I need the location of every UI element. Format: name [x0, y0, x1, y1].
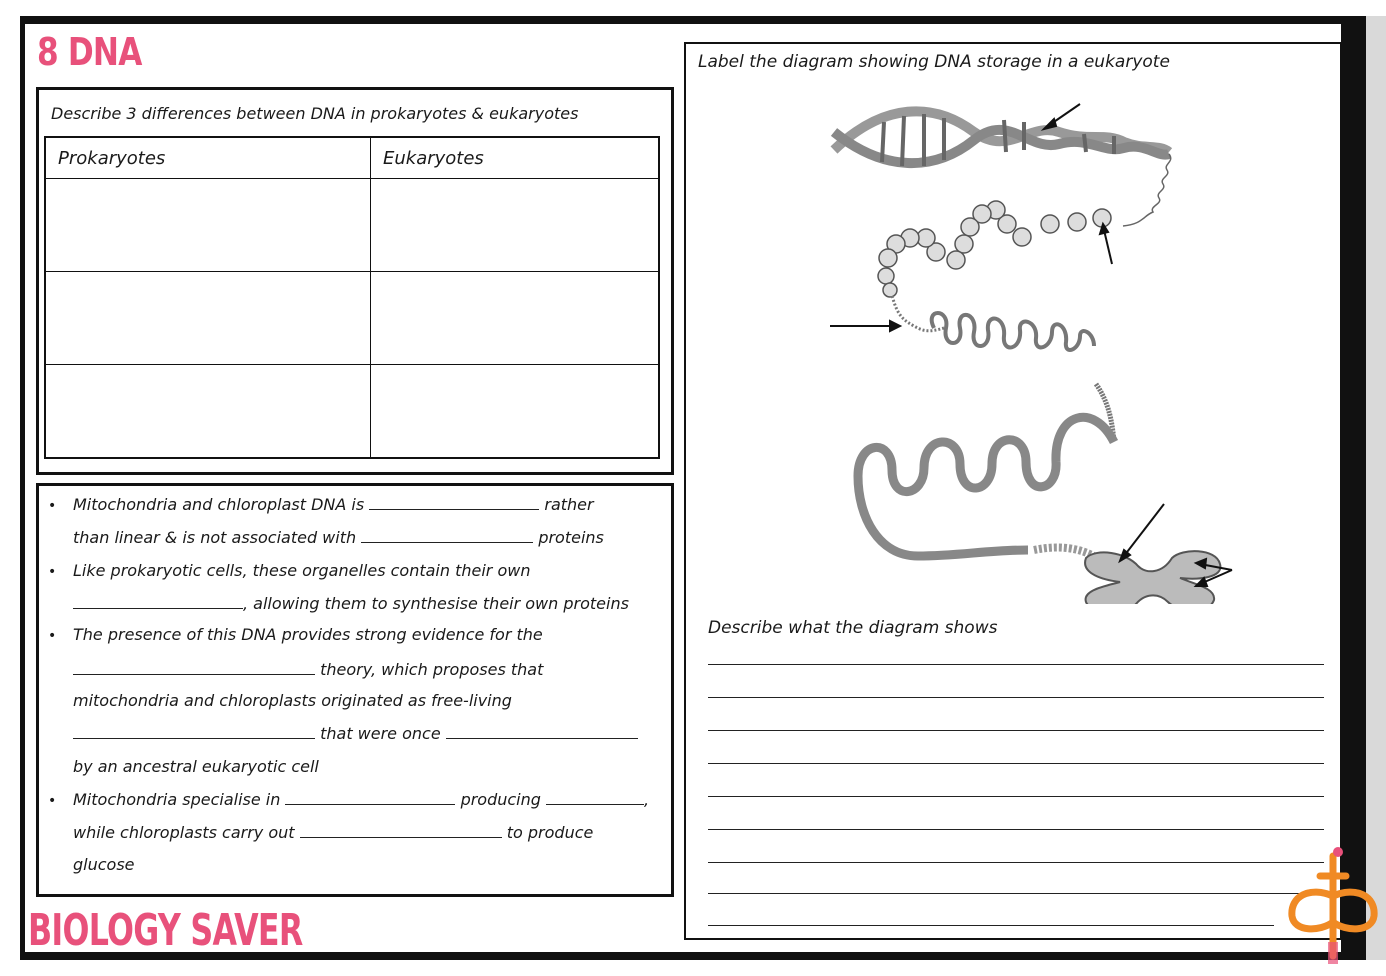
fill-line: Like prokaryotic cells, these organelles contain their own	[73, 561, 531, 580]
page-frame-top	[20, 16, 1366, 24]
arrowhead	[890, 321, 900, 331]
answer-cell[interactable]	[45, 272, 371, 365]
answer-blank[interactable]	[285, 790, 455, 805]
answer-blank[interactable]	[73, 724, 315, 739]
fill-line: , allowing them to synthesise their own proteins	[73, 594, 629, 613]
fill-line: by an ancestral eukaryotic cell	[73, 757, 319, 776]
writing-line[interactable]	[708, 730, 1324, 731]
column-header-eukaryotes: Eukaryotes	[371, 137, 660, 179]
describe-question: Describe what the diagram shows	[708, 618, 998, 638]
writing-line[interactable]	[708, 862, 1324, 863]
fill-line: mitochondria and chloroplasts originated as free-living	[73, 691, 512, 710]
table-row	[45, 272, 659, 365]
chromosome-illustration	[1085, 551, 1220, 604]
writing-line[interactable]	[708, 697, 1324, 698]
writing-line[interactable]	[708, 763, 1324, 764]
differences-section	[36, 87, 674, 475]
answer-cell[interactable]	[371, 272, 660, 365]
bullet-marker: •	[48, 564, 57, 580]
answer-blank[interactable]	[446, 724, 638, 739]
page-frame-left	[20, 16, 25, 960]
answer-cell[interactable]	[45, 365, 371, 459]
table-header-row	[45, 137, 659, 179]
brand-logo: BIOLOGY SAVER	[28, 905, 303, 956]
arrow-chromosome	[1124, 504, 1164, 556]
writing-line[interactable]	[708, 893, 1304, 894]
fill-line: The presence of this DNA provides strong evidence for the	[73, 625, 543, 644]
answer-cell[interactable]	[371, 365, 660, 459]
page-frame-right	[1341, 16, 1366, 960]
answer-blank[interactable]	[300, 823, 502, 838]
fill-line: while chloroplasts carry out to produce	[73, 823, 594, 842]
coiled-linker-illustration	[1123, 154, 1171, 226]
double-helix-illustration	[834, 111, 1169, 166]
table-row	[45, 365, 659, 459]
answer-cell[interactable]	[371, 179, 660, 272]
writing-line[interactable]	[708, 664, 1324, 665]
fill-line: theory, which proposes that	[73, 660, 543, 679]
fill-blanks-section	[36, 483, 674, 897]
fill-line: that were once	[73, 724, 638, 743]
column-header-prokaryotes: Prokaryotes	[45, 137, 371, 179]
table-row	[45, 179, 659, 272]
label-arrows	[830, 104, 1232, 586]
differences-table	[44, 136, 660, 459]
fill-line: Mitochondria specialise in producing ,	[73, 790, 650, 809]
bullet-marker: •	[48, 793, 57, 809]
answer-blank[interactable]	[73, 660, 315, 675]
page-title: 8 DNA	[37, 30, 142, 74]
answer-blank[interactable]	[361, 528, 533, 543]
answer-blank[interactable]	[546, 790, 644, 805]
writing-line[interactable]	[708, 925, 1274, 926]
answer-cell[interactable]	[45, 179, 371, 272]
diagram-question: Label the diagram showing DNA storage in a eukaryote	[698, 52, 1170, 72]
answer-blank[interactable]	[369, 495, 539, 510]
bullet-marker: •	[48, 498, 57, 514]
dna-packaging-diagram	[824, 92, 1244, 604]
writing-line[interactable]	[708, 796, 1324, 797]
trna-logo-icon	[1280, 846, 1386, 964]
fill-line: than linear & is not associated with proteins	[73, 528, 604, 547]
bullet-marker: •	[48, 628, 57, 644]
fill-line: Mitochondria and chloroplast DNA is rather	[73, 495, 594, 514]
nucleosome-beads-illustration	[878, 201, 1111, 297]
writing-line[interactable]	[708, 829, 1324, 830]
fill-line: glucose	[73, 855, 135, 874]
page-edge-strip	[1366, 16, 1386, 960]
arrow-nucleosome	[1104, 230, 1112, 264]
supercoiled-fibre-illustration	[858, 417, 1114, 556]
differences-question: Describe 3 differences between DNA in prokaryotes & eukaryotes	[51, 104, 579, 123]
answer-blank[interactable]	[73, 594, 243, 609]
